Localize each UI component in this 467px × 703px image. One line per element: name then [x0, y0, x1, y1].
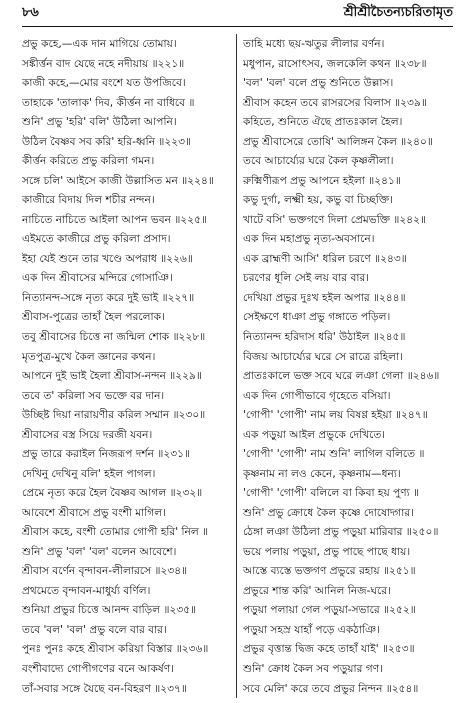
verse-line: সবে মেলি' করে তবে প্রভুর নিন্দন ॥২৫৪॥: [243, 682, 419, 695]
verse-line: এক ব্রাহ্মণী আসি' ধরিল চরণে ॥২৪৩॥: [243, 252, 407, 265]
page-header: [22, 4, 453, 27]
verse-line: প্রথমেতে বৃন্দাবন-মাধুর্য্য বর্ণিল।: [22, 584, 151, 597]
verse-line: শুনি' প্রভু 'হরি' বলি' উঠিলা আপনি।: [22, 116, 177, 129]
verse-line: কাজী কহে,—মোর বংশে যত উপজিবে।: [22, 77, 186, 90]
verse-line: সঙ্গে চলি' আইসে কাজী উল্লাসিত মন ॥২২৪॥: [22, 174, 214, 187]
verse-line: তাহি মধ্যে ছয়-ঋতুর লীলার বর্ণন।: [243, 38, 385, 50]
left-column: [22, 34, 236, 698]
verse-line: বিজয় আচার্য্যের ঘরে সে রাত্রে রহিলা।: [243, 350, 403, 363]
verse-line: খাটে বসি' ভক্তগণে দিলা প্রেমভক্তি ॥২৪২॥: [243, 213, 427, 226]
verse-line: দেখিনু দেখিনু বলি' হইল পাগল।: [22, 467, 156, 480]
verse-line: শ্রীবাস বর্ণেন বৃন্দাবন-লীলারসে ॥২৩৪॥: [22, 565, 188, 578]
verse-line: শ্রীবাস-পুত্রের তাহাঁ হৈল পরলোক।: [22, 311, 165, 324]
verse-line: নিত্যানন্দ-সঙ্গে নৃত্য করে দুই ভাই ॥২২৭॥: [22, 291, 195, 304]
verse-line: আস্তে ব্যস্তে ভক্তগণ প্রভুরে রহায় ॥২৫১॥: [243, 565, 416, 578]
verse-line: নাচিতে নাচিতে আইলা আপন ভবন ॥২২৫॥: [22, 213, 207, 226]
verse-line: সেইক্ষণে ধাঞা প্রভু গঙ্গাতে পড়িল।: [243, 311, 391, 324]
verse-line: 'গোপী' 'গোপী' বলিলে বা কিবা হয় পুণ্য ॥: [243, 487, 420, 500]
verse-line: মৃতপুত্র-মুখে কৈল জ্ঞানের কথন।: [22, 350, 156, 363]
verse-line: চরণের ধূলি সেই লয় বার বার।: [243, 272, 370, 285]
verse-line: প্রভুর বৃত্তান্ত দ্বিজ কহে তাহাঁ যাই' ॥২৫৩॥: [243, 643, 415, 656]
verse-line: প্রাতঃকালে ভক্ত সবে ঘরে লঞা গেলা ॥২৪৬॥: [243, 370, 440, 383]
verse-line: পড়ুয়া সহস্র যাহাঁ পড়ে একঠাঞি।: [243, 623, 380, 636]
verse-line: ভয়ে পলায় পড়ুয়া, প্রভু পাছে পাছে ধায়।: [243, 545, 411, 558]
verse-line: শ্রীবাস কহেন তবে রাসরসের বিলাস ॥২৩৯॥: [243, 96, 427, 109]
verse-line: শুনি' প্রভু ক্রোধে কৈল কৃষ্ণে দোষোদ্গার।: [243, 506, 414, 519]
verse-line: প্রভু কহে,—এক দান মাগিয়ে তোমায়।: [22, 38, 177, 50]
text-columns: [22, 34, 453, 698]
right-column: [236, 34, 453, 698]
verse-line: কাজীরে বিদায় দিল শচীর নন্দন।: [22, 194, 155, 207]
verse-line: তবু শ্রীবাসের চিত্তে না জন্মিল শোক ॥২২৮॥: [22, 330, 206, 343]
verse-line: কীর্ত্তন করিতে প্রভু করিলা গমন।: [22, 155, 155, 168]
verse-line: আপনে দুই ভাই হৈলা শ্রীবাস-নন্দন ॥২২৯॥: [22, 370, 202, 383]
verse-line: শ্রীবাসের বস্ত্র সিয়ে দরজী যবন।: [22, 428, 153, 441]
verse-line: ইহা যেই শুনে তার খণ্ডে অপরাধ ॥২২৬॥: [22, 252, 193, 265]
verse-line: উঠিল বৈষ্ণব সব করি' হরি-ধ্বনি ॥২২৩॥: [22, 135, 192, 148]
verse-line: তবে 'বল' 'বল' প্রভু বলে বার বার।: [22, 623, 167, 636]
verse-line: এক দিন গোপীভাবে গৃহেতে বসিয়া।: [243, 389, 391, 402]
verse-line: প্রভু তারে করাইল নিজরূপ দর্শন ॥২৩১॥: [22, 448, 190, 461]
verse-line: শুনি' প্রভু 'বল' 'বল' বলেন আবেশে।: [22, 545, 177, 558]
verse-line: এইমতে কাজীরে প্রভু করিলা প্রসাদ।: [22, 233, 171, 246]
verse-line: তাহাকে 'তালাক' দিব, কীর্ত্তন না বাধিবে ॥: [22, 96, 195, 109]
verse-line: ঠেঙ্গা লঞা উঠিলা প্রভু পড়ুয়া মারিবার ॥২৫০॥: [243, 526, 439, 539]
verse-line: সঙ্কীর্ত্তন বাদ যেছে নহে নদীয়ায় ॥২২১॥: [22, 57, 185, 70]
verse-line: প্রভু শ্রীবাসেরে তোষি' আলিঙ্গন কৈল ॥২৪০॥: [243, 135, 433, 148]
verse-line: আবেশে শ্রীবাসে প্রভু বংশী মাগিল।: [22, 506, 166, 519]
verse-line: কহিতে, শুনিতে ঐছে প্রাতঃকাল হৈল।: [243, 116, 403, 129]
verse-line: 'বল' 'বল' বলে প্রভু শুনিতে উল্লাস।: [243, 77, 394, 90]
verse-line: এক দিন মহাপ্রভু নৃত্য-অবসানে।: [243, 233, 375, 246]
verse-line: কভু দুর্গা, লক্ষ্মী হয়, কভু বা চিচ্ছক্তি।: [243, 194, 393, 207]
verse-line: নিত্যানন্দ হরিদাস ধরি' উঠাইল ॥২৪৫॥: [243, 330, 406, 343]
verse-line: রুক্মিণীরূপ প্রভু আপনে হইলা ॥২৪১॥: [243, 174, 401, 187]
verse-line: দেখিয়া প্রভুর দুঃখ হইল অপার ॥২৪৪॥: [243, 291, 406, 304]
running-title: শ্রীশ্রীচৈতন্যচরিতামৃত: [343, 5, 453, 20]
page-number: ৮৬: [22, 5, 39, 20]
verse-line: 'গোপী' 'গোপী' নাম লয় বিষণ্ণ হইয়া ॥২৪৭॥: [243, 409, 428, 422]
verse-line: বংশীবাদ্যে গোপীগণের বনে আকর্ষণ।: [22, 663, 174, 675]
verse-line: এক পড়ুয়া আইল প্রভুকে দেখিতে।: [243, 428, 386, 441]
verse-line: শ্রীবাস কহে, বংশী তোমার গোপী হরি' নিল ॥: [22, 526, 209, 539]
verse-line: পুনঃ পুনঃ কহে শ্রীবাস করিয়া বিস্তার ॥২৩৬॥: [22, 643, 209, 656]
verse-line: প্রভুরে শান্ত করি' আনিল নিজ-ঘরে।: [243, 584, 391, 597]
verse-line: মধুপান, রাসোৎসব, জলকেলি কথন ॥২৩৮॥: [243, 57, 427, 70]
verse-line: কৃষ্ণনাম না লও কেনে, কৃষ্ণনাম—ধন্য।: [243, 467, 401, 480]
verse-line: প্রেমে নৃত্য করে হৈল বৈষ্ণব আগল ॥২৩২॥: [22, 487, 203, 500]
verse-line: 'গোপী' 'গোপী' নাম শুনি' লাগিল বলিতে ॥: [243, 448, 425, 461]
verse-line: তাঁ-সবার সঙ্গে যৈছে বন-বিহরণ ॥২৩৭॥: [22, 682, 187, 695]
verse-line: শুনিয়া প্রভুর চিত্তে আনন্দ বাড়িল ॥২৩৫॥: [22, 604, 197, 617]
verse-line: শুনি' ক্রোধ কৈল সব পড়ুয়ার গণ।: [243, 663, 383, 675]
verse-line: তবে আচার্য্যের ঘরে কৈল কৃষ্ণলীলা।: [243, 155, 394, 168]
verse-line: এক দিন শ্রীবাসের মন্দিরে গোসাঞি।: [22, 272, 173, 285]
verse-line: উচ্ছিষ্ট দিয়া নারায়ণীর করিল সম্মান ॥২৩০॥: [22, 409, 206, 422]
verse-line: পড়ুয়া পলায়া গেল পড়ুয়া-সভারে ॥২৫২॥: [243, 604, 416, 617]
verse-line: তবে ত' করিলা সব ভক্তে বর দান।: [22, 389, 165, 402]
